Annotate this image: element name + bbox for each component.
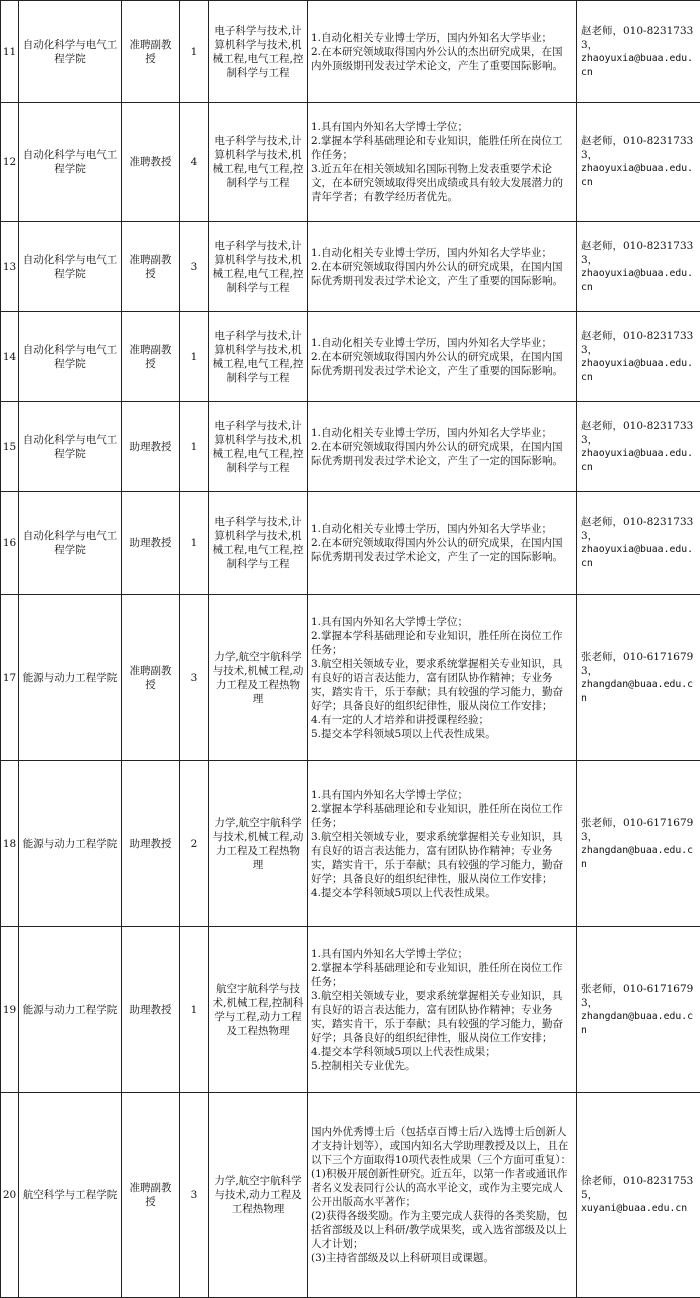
requirement-line: 3.航空相关领域专业，要求系统掌握相关专业知识，具有良好的语言表达能力，富有团队协作精神；专业务实，踏实肯干，乐于奉献；具有较强的学习能力，勤奋好学；具备良好的组织纪律性，服从岗位工作安排； bbox=[311, 830, 573, 886]
requirement-line: 2.在本研究领域取得国内外公认的研究成果，在国内国际优秀期刊发表过学术论文，产生了重要的国际影响。 bbox=[311, 260, 573, 288]
major-cell: 力学,航空宇航科学与技术,机械工程,动力工程及工程热物理 bbox=[209, 761, 308, 927]
row-number-cell: 13 bbox=[1, 222, 19, 312]
headcount-cell: 4 bbox=[180, 103, 209, 222]
position-title-cell: 准聘副教授 bbox=[122, 1, 180, 103]
requirement-line: 1.具有国内外知名大学博士学位； bbox=[311, 947, 573, 961]
requirement-line: 1.具有国内外知名大学博士学位； bbox=[311, 615, 573, 629]
college-cell: 能源与动力工程学院 bbox=[19, 595, 122, 761]
contact-cell bbox=[577, 1093, 700, 1298]
requirement-line: (3)主持省部级及以上科研项目或课题。 bbox=[311, 1251, 573, 1265]
row-number-cell: 20 bbox=[1, 1093, 19, 1298]
requirement-line: 2.在本研究领域取得国内外公认的研究成果，在国内国际优秀期刊发表过学术论文，产生了一定的国际影响。 bbox=[311, 440, 573, 468]
requirement-line: 1.具有国内外知名大学博士学位； bbox=[311, 788, 573, 802]
requirement-line: 5.控制相关专业优先。 bbox=[311, 1059, 573, 1073]
requirement-line: 2.在本研究领域取得国内外公认的杰出研究成果，在国内外顶级期刊发表过学术论文，产生了重要国际影响。 bbox=[311, 45, 573, 73]
requirements-cell bbox=[308, 312, 577, 402]
row-number-cell: 15 bbox=[1, 402, 19, 492]
contact-cell bbox=[577, 312, 700, 402]
contact-cell bbox=[577, 492, 700, 595]
requirement-line: 2.掌握本学科基础理论和专业知识，胜任所在岗位工作任务； bbox=[311, 802, 573, 830]
headcount-cell: 1 bbox=[180, 492, 209, 595]
major-cell: 航空宇航科学与技术,机械工程,控制科学与工程,动力工程及工程热物理 bbox=[209, 927, 308, 1093]
table-row bbox=[1, 222, 700, 312]
contact-email-link[interactable]: zhaoyuxia@buaa.edu.cn bbox=[581, 52, 697, 80]
college-cell: 航空科学与工程学院 bbox=[19, 1093, 122, 1298]
major-cell: 力学,航空宇航科学与技术,机械工程,动力工程及工程热物理 bbox=[209, 595, 308, 761]
college-cell: 自动化科学与电气工程学院 bbox=[19, 1, 122, 103]
requirements-cell bbox=[308, 1093, 577, 1298]
contact-cell bbox=[577, 595, 700, 761]
contact-name-phone: 张老师，010-61716793， bbox=[581, 982, 697, 1010]
contact-email-link[interactable]: zhangdan@buaa.edu.cn bbox=[581, 844, 697, 872]
headcount-cell: 1 bbox=[180, 1, 209, 103]
requirements-cell bbox=[308, 492, 577, 595]
position-title-cell: 准聘副教授 bbox=[122, 1093, 180, 1298]
row-number-cell: 16 bbox=[1, 492, 19, 595]
contact-name-phone: 赵老师，010-82317333， bbox=[581, 24, 697, 52]
requirement-line: 国内外优秀博士后（包括卓百博士后/入选博士后创新人才支持计划等），或国内知名大学助理教授及以上，且在以下三个方面取得10项代表性成果（三个方面可重复）： bbox=[311, 1125, 573, 1167]
requirement-line: 1.自动化相关专业博士学历，国内外知名大学毕业； bbox=[311, 522, 573, 536]
requirement-line: 1.自动化相关专业博士学历，国内外知名大学毕业； bbox=[311, 426, 573, 440]
table-row bbox=[1, 312, 700, 402]
requirement-line: 1.自动化相关专业博士学历，国内外知名大学毕业； bbox=[311, 336, 573, 350]
contact-name-phone: 赵老师，010-82317333， bbox=[581, 134, 697, 162]
requirements-cell bbox=[308, 595, 577, 761]
table-row bbox=[1, 103, 700, 222]
position-title-cell: 助理教授 bbox=[122, 927, 180, 1093]
college-cell: 自动化科学与电气工程学院 bbox=[19, 402, 122, 492]
table-row bbox=[1, 492, 700, 595]
contact-name-phone: 赵老师，010-82317333， bbox=[581, 329, 697, 357]
contact-email-link[interactable]: zhaoyuxia@buaa.edu.cn bbox=[581, 543, 697, 571]
requirements-cell bbox=[308, 222, 577, 312]
contact-name-phone: 赵老师，010-82317333， bbox=[581, 419, 697, 447]
contact-email-link[interactable]: zhangdan@buaa.edu.cn bbox=[581, 1010, 697, 1038]
headcount-cell: 2 bbox=[180, 761, 209, 927]
position-title-cell: 准聘副教授 bbox=[122, 312, 180, 402]
major-cell: 电子科学与技术,计算机科学与技术,机械工程,电气工程,控制科学与工程 bbox=[209, 492, 308, 595]
table-row bbox=[1, 1, 700, 103]
requirements-cell bbox=[308, 927, 577, 1093]
requirements-cell bbox=[308, 402, 577, 492]
row-number-cell: 11 bbox=[1, 1, 19, 103]
contact-cell bbox=[577, 1, 700, 103]
major-cell: 电子科学与技术,计算机科学与技术,机械工程,电气工程,控制科学与工程 bbox=[209, 312, 308, 402]
position-title-cell: 助理教授 bbox=[122, 402, 180, 492]
table-row bbox=[1, 402, 700, 492]
major-cell: 电子科学与技术,计算机科学与技术,机械工程,电气工程,控制科学与工程 bbox=[209, 1, 308, 103]
college-cell: 能源与动力工程学院 bbox=[19, 927, 122, 1093]
contact-cell bbox=[577, 761, 700, 927]
contact-name-phone: 赵老师，010-82317333， bbox=[581, 239, 697, 267]
row-number-cell: 14 bbox=[1, 312, 19, 402]
requirement-line: 3.近五年在相关领域知名国际刊物上发表重要学术论文，在本研究领域取得突出成绩或具有较大发展潜力的青年学者；有教学经历者优先。 bbox=[311, 162, 573, 204]
row-number-cell: 19 bbox=[1, 927, 19, 1093]
table-row bbox=[1, 927, 700, 1093]
contact-email-link[interactable]: zhaoyuxia@buaa.edu.cn bbox=[581, 447, 697, 475]
position-title-cell: 准聘副教授 bbox=[122, 222, 180, 312]
table-row bbox=[1, 761, 700, 927]
requirement-line: (1)积极开展创新性研究。近五年，以第一作者或通讯作者名义发表同行公认的高水平论文，或作为主要完成人公开出版高水平著作； bbox=[311, 1167, 573, 1209]
headcount-cell: 1 bbox=[180, 312, 209, 402]
headcount-cell: 3 bbox=[180, 595, 209, 761]
row-number-cell: 18 bbox=[1, 761, 19, 927]
table-body bbox=[1, 1, 700, 1298]
requirement-line: 3.航空相关领域专业，要求系统掌握相关专业知识，具有良好的语言表达能力，富有团队协作精神；专业务实，踏实肯干，乐于奉献；具有较强的学习能力，勤奋好学；具备良好的组织纪律性，服从岗位工作安排； bbox=[311, 657, 573, 713]
headcount-cell: 1 bbox=[180, 402, 209, 492]
requirement-line: 1.具有国内外知名大学博士学位； bbox=[311, 120, 573, 134]
contact-email-link[interactable]: zhaoyuxia@buaa.edu.cn bbox=[581, 267, 697, 295]
contact-email-link[interactable]: zhaoyuxia@buaa.edu.cn bbox=[581, 357, 697, 385]
contact-name-phone: 徐老师，010-82317535， bbox=[581, 1174, 697, 1202]
headcount-cell: 1 bbox=[180, 927, 209, 1093]
contact-email-link[interactable]: xuyani@buaa.edu.cn bbox=[581, 1202, 697, 1216]
contact-cell bbox=[577, 222, 700, 312]
requirement-line: 2.掌握本学科基础理论和专业知识，胜任所在岗位工作任务； bbox=[311, 961, 573, 989]
major-cell: 电子科学与技术,计算机科学与技术,机械工程,电气工程,控制科学与工程 bbox=[209, 222, 308, 312]
row-number-cell: 17 bbox=[1, 595, 19, 761]
table-row bbox=[1, 1093, 700, 1298]
position-title-cell: 准聘教授 bbox=[122, 103, 180, 222]
contact-email-link[interactable]: zhangdan@buaa.edu.cn bbox=[581, 678, 697, 706]
contact-cell bbox=[577, 927, 700, 1093]
position-title-cell: 助理教授 bbox=[122, 492, 180, 595]
contact-name-phone: 张老师，010-61716793， bbox=[581, 650, 697, 678]
row-number-cell: 12 bbox=[1, 103, 19, 222]
major-cell: 电子科学与技术,计算机科学与技术,机械工程,电气工程,控制科学与工程 bbox=[209, 103, 308, 222]
requirement-line: 2.掌握本学科基础理论和专业知识，能胜任所在岗位工作任务； bbox=[311, 134, 573, 162]
contact-cell bbox=[577, 103, 700, 222]
requirements-cell bbox=[308, 1, 577, 103]
college-cell: 自动化科学与电气工程学院 bbox=[19, 222, 122, 312]
requirement-line: 1.自动化相关专业博士学历，国内外知名大学毕业； bbox=[311, 246, 573, 260]
requirement-line: 1.自动化相关专业博士学历，国内外知名大学毕业； bbox=[311, 31, 573, 45]
requirement-line: 5.提交本学科领域5项以上代表性成果。 bbox=[311, 727, 573, 741]
table-row bbox=[1, 595, 700, 761]
position-title-cell: 准聘副教授 bbox=[122, 595, 180, 761]
requirement-line: 2.掌握本学科基础理论和专业知识，胜任所在岗位工作任务； bbox=[311, 629, 573, 657]
position-title-cell: 助理教授 bbox=[122, 761, 180, 927]
contact-cell bbox=[577, 402, 700, 492]
requirements-cell bbox=[308, 103, 577, 222]
college-cell: 自动化科学与电气工程学院 bbox=[19, 492, 122, 595]
major-cell: 力学,航空宇航科学与技术,动力工程及工程热物理 bbox=[209, 1093, 308, 1298]
requirement-line: 4.有一定的人才培养和讲授课程经验； bbox=[311, 713, 573, 727]
requirements-cell bbox=[308, 761, 577, 927]
requirement-line: 2.在本研究领域取得国内外公认的研究成果，在国内国际优秀期刊发表过学术论文，产生了重要的国际影响。 bbox=[311, 350, 573, 378]
college-cell: 自动化科学与电气工程学院 bbox=[19, 312, 122, 402]
college-cell: 能源与动力工程学院 bbox=[19, 761, 122, 927]
contact-name-phone: 张老师，010-61716793， bbox=[581, 816, 697, 844]
headcount-cell: 3 bbox=[180, 1093, 209, 1298]
college-cell: 自动化科学与电气工程学院 bbox=[19, 103, 122, 222]
contact-name-phone: 赵老师，010-82317333， bbox=[581, 515, 697, 543]
requirement-line: 4.提交本学科领域5项以上代表性成果。 bbox=[311, 886, 573, 900]
requirement-line: 3.航空相关领域专业，要求系统掌握相关专业知识，具有良好的语言表达能力，富有团队协作精神；专业务实，踏实肯干，乐于奉献；具有较强的学习能力，勤奋好学；具备良好的组织纪律性，服从岗位工作安排； bbox=[311, 989, 573, 1045]
requirement-line: (2)获得各级奖励。作为主要完成人获得的各类奖励，包括省部级及以上科研/教学成果奖，或入选省部级及以上人才计划； bbox=[311, 1209, 573, 1251]
headcount-cell: 3 bbox=[180, 222, 209, 312]
requirement-line: 4.提交本学科领域5项以上代表性成果； bbox=[311, 1045, 573, 1059]
major-cell: 电子科学与技术,计算机科学与技术,机械工程,电气工程,控制科学与工程 bbox=[209, 402, 308, 492]
contact-email-link[interactable]: zhaoyuxia@buaa.edu.cn bbox=[581, 162, 697, 190]
requirement-line: 2.在本研究领域取得国内外公认的研究成果，在国内国际优秀期刊发表过学术论文，产生了一定的国际影响。 bbox=[311, 536, 573, 564]
